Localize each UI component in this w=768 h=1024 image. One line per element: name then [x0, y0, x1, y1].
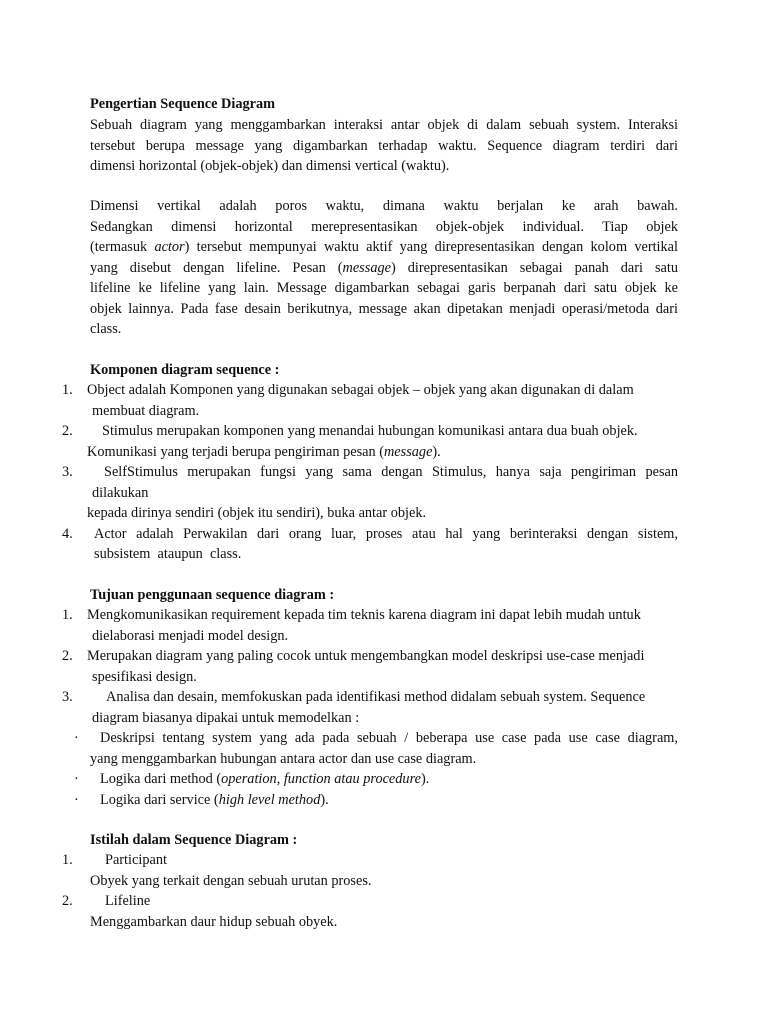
bullet-item-line: Logika dari service (high level method). — [100, 792, 329, 808]
bullet-mark: · — [74, 792, 79, 808]
paragraph-line: (termasuk actor) tersebut mempunyai waktu aktif yang direpresentasikan dengan kolom vertikal — [90, 239, 678, 255]
list-item-line: Stimulus merupakan komponen yang menandai hubungan komunikasi antara dua buah objek. — [102, 423, 638, 439]
section-heading-tujuan: Tujuan penggunaan sequence diagram : — [90, 587, 335, 603]
section-heading-komponen: Komponen diagram sequence : — [90, 362, 280, 378]
list-item-line: Object adalah Komponen yang digunakan sebagai objek – objek yang akan digunakan di dalam — [87, 382, 634, 398]
list-item-line: diagram biasanya dipakai untuk memodelkan : — [92, 710, 360, 726]
paragraph-line: lifeline ke lifeline yang lain. Message digambarkan sebagai garis berpanah dari satu objek ke — [90, 280, 678, 296]
list-item-line: SelfStimulus merupakan fungsi yang sama dengan Stimulus, hanya saja pengiriman pesan — [104, 464, 678, 480]
list-item-line: subsistem ataupun class. — [94, 546, 242, 562]
list-number: 3. — [62, 689, 73, 705]
term-label: Participant — [105, 852, 167, 868]
bullet-mark: · — [74, 771, 79, 787]
list-number: 2. — [62, 423, 73, 439]
list-item-line: dilakukan — [92, 485, 149, 501]
list-number: 1. — [62, 607, 73, 623]
section-heading-istilah: Istilah dalam Sequence Diagram : — [90, 832, 298, 848]
bullet-item-line: Deskripsi tentang system yang ada pada sebuah / beberapa use case pada use case diagram, — [100, 730, 678, 746]
paragraph-line: tersebut berupa message yang digambarkan terhadap waktu. Sequence diagram terdiri dari — [90, 138, 678, 154]
list-item-line: Actor adalah Perwakilan dari orang luar, proses atau hal yang berinteraksi dengan sistem, — [94, 526, 678, 542]
list-item-line: Analisa dan desain, memfokuskan pada identifikasi method didalam sebuah system. Sequence — [106, 689, 646, 705]
list-item-line: dielaborasi menjadi model design. — [92, 628, 289, 644]
bullet-mark: · — [74, 730, 79, 746]
list-number: 1. — [62, 382, 73, 398]
list-number: 1. — [62, 852, 73, 868]
term-label: Lifeline — [105, 893, 151, 909]
term-description: Obyek yang terkait dengan sebuah urutan proses. — [90, 873, 372, 889]
paragraph-line: Dimensi vertikal adalah poros waktu, dimana waktu berjalan ke arah bawah. — [90, 198, 678, 214]
term-description: Menggambarkan daur hidup sebuah obyek. — [90, 914, 338, 930]
list-item-line: Komunikasi yang terjadi berupa pengiriman pesan (message). — [87, 444, 441, 460]
paragraph-line: class. — [90, 321, 122, 337]
paragraph-line: Sebuah diagram yang menggambarkan interaksi antar objek di dalam sebuah system. Interaksi — [90, 117, 678, 133]
bullet-item-line: Logika dari method (operation, function atau procedure). — [100, 771, 430, 787]
list-number: 4. — [62, 526, 73, 542]
paragraph-line: Sedangkan dimensi horizontal merepresentasikan objek-objek individual. Tiap objek — [90, 219, 678, 235]
section-heading-pengertian: Pengertian Sequence Diagram — [90, 96, 276, 112]
list-item-line: kepada dirinya sendiri (objek itu sendiri), buka antar objek. — [87, 505, 427, 521]
paragraph-line: objek lainnya. Pada fase desain berikutnya, message akan dipetakan menjadi operasi/metoda dari — [90, 301, 678, 317]
list-number: 2. — [62, 648, 73, 664]
list-item-line: spesifikasi design. — [92, 669, 197, 685]
paragraph-line: dimensi horizontal (objek-objek) dan dimensi vertical (waktu). — [90, 158, 450, 174]
paragraph-line: yang disebut dengan lifeline. Pesan (message) direpresentasikan sebagai panah dari satu — [90, 260, 678, 276]
list-item-line: Merupakan diagram yang paling cocok untuk mengembangkan model deskripsi use-case menjadi — [87, 648, 645, 664]
bullet-item-line: yang menggambarkan hubungan antara actor dan use case diagram. — [90, 751, 477, 767]
list-item-line: Mengkomunikasikan requirement kepada tim teknis karena diagram ini dapat lebih mudah untuk — [87, 607, 641, 623]
list-number: 3. — [62, 464, 73, 480]
list-item-line: membuat diagram. — [92, 403, 200, 419]
list-number: 2. — [62, 893, 73, 909]
